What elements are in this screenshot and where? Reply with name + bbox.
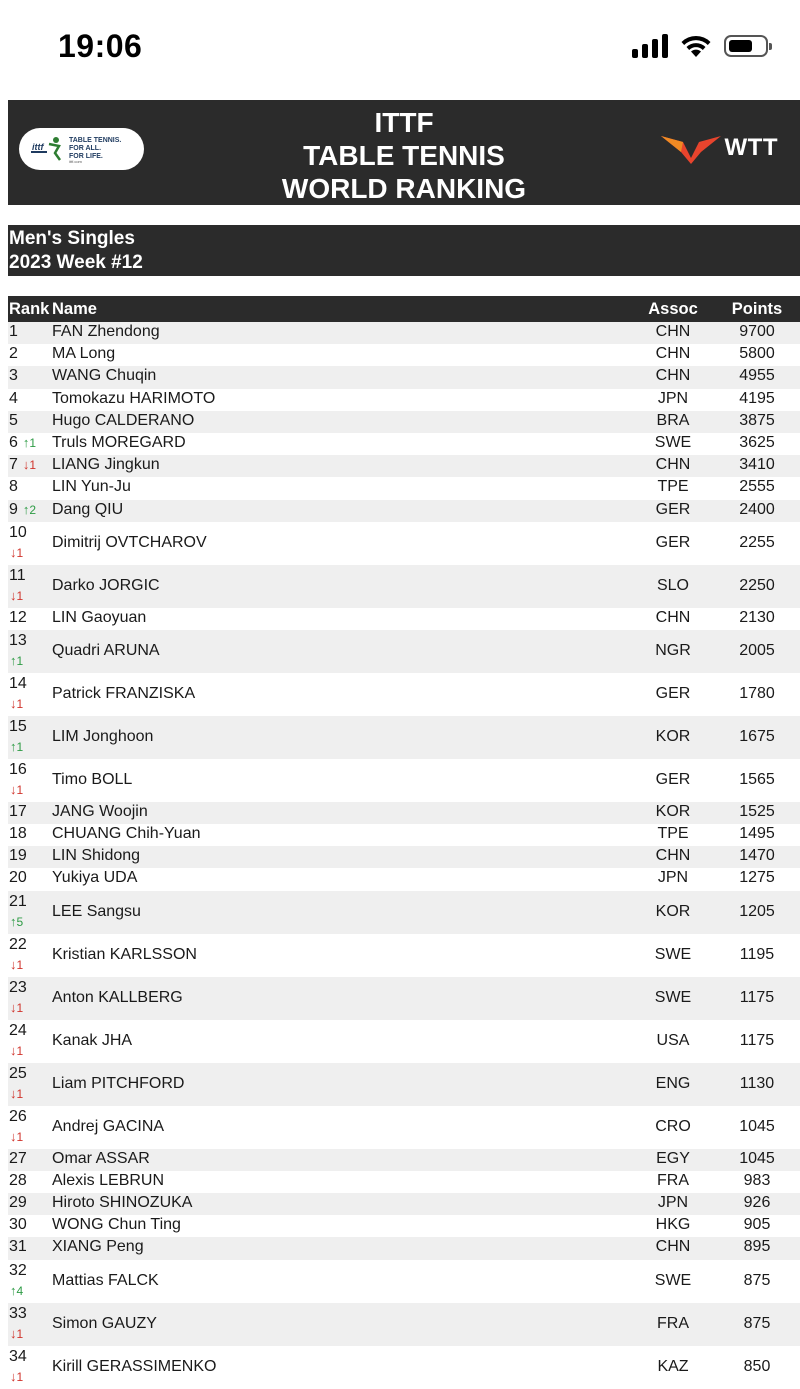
- rank-down-indicator: [10, 1000, 23, 1015]
- player-points: 2255: [739, 533, 775, 551]
- player-assoc: TPE: [657, 825, 689, 843]
- player-points: 1495: [739, 825, 775, 843]
- status-time: 19:06: [58, 28, 143, 64]
- player-assoc: KOR: [655, 802, 691, 820]
- player-assoc: NGR: [655, 641, 691, 659]
- player-name: Kristian KARLSSON: [52, 945, 197, 963]
- player-points: 4955: [739, 367, 775, 385]
- arrow-up-icon: ↑: [10, 738, 17, 754]
- rank-number: 13: [9, 631, 27, 649]
- player-points: 3875: [739, 411, 775, 429]
- player-name: WONG Chun Ting: [52, 1216, 181, 1234]
- rank-up-indicator: [23, 503, 36, 517]
- rank-number: 27: [9, 1149, 27, 1167]
- player-points: 1780: [739, 684, 775, 702]
- player-assoc: SWE: [654, 988, 692, 1006]
- player-name: Kanak JHA: [52, 1031, 133, 1049]
- player-assoc: GER: [655, 533, 691, 551]
- player-name: Alexis LEBRUN: [52, 1171, 165, 1189]
- rank-cell: [9, 1172, 27, 1190]
- player-assoc: JPN: [657, 389, 689, 407]
- rank-cell: [9, 456, 36, 474]
- rank-number: 3: [9, 367, 18, 385]
- rank-cell: [9, 1261, 27, 1298]
- arrow-down-icon: ↓: [10, 781, 17, 797]
- rank-cell: [9, 892, 27, 929]
- table-row: [8, 1171, 800, 1193]
- player-points: 850: [743, 1357, 771, 1375]
- player-assoc: FRA: [657, 1314, 689, 1332]
- arrow-down-icon: ↓: [10, 544, 17, 560]
- player-points: 3410: [739, 456, 775, 474]
- rank-cell: [9, 390, 18, 408]
- rank-number: 16: [9, 760, 27, 778]
- player-name: CHUANG Chih-Yuan: [52, 825, 201, 843]
- player-points: 875: [743, 1271, 771, 1289]
- arrow-down-icon: ↓: [10, 1325, 17, 1341]
- player-points: 3625: [739, 433, 775, 451]
- rank-down-indicator: [10, 1043, 23, 1058]
- player-points: 1045: [739, 1117, 775, 1135]
- rank-cell: [9, 847, 27, 865]
- player-points: 983: [743, 1171, 771, 1189]
- player-points: 1045: [739, 1149, 775, 1167]
- player-assoc: GER: [655, 500, 691, 518]
- arrow-down-icon: ↓: [10, 587, 17, 603]
- player-assoc: CHN: [655, 608, 691, 626]
- player-name: LIN Shidong: [52, 847, 141, 865]
- player-name: Liam PITCHFORD: [52, 1074, 185, 1092]
- rank-cell: [9, 1238, 27, 1256]
- page-title: ITTF TABLE TENNIS WORLD RANKING: [281, 107, 527, 204]
- player-assoc: SLO: [656, 576, 689, 594]
- rank-number: 2: [9, 345, 18, 363]
- player-points: 2250: [739, 576, 775, 594]
- player-points: 1175: [739, 988, 775, 1006]
- rank-change-value: 1: [16, 1000, 24, 1015]
- rank-cell: [9, 609, 27, 627]
- battery-icon: [724, 35, 768, 57]
- player-name: WANG Chuqin: [52, 367, 157, 385]
- rank-number: 24: [9, 1021, 27, 1039]
- rank-cell: [9, 717, 27, 754]
- table-row: [8, 1346, 800, 1389]
- rank-change-value: 1: [16, 739, 24, 754]
- rank-down-indicator: [10, 957, 23, 972]
- arrow-up-icon: ↑: [22, 501, 30, 517]
- player-name: Hugo CALDERANO: [52, 411, 195, 429]
- player-points: 1130: [739, 1074, 775, 1092]
- rank-number: 23: [9, 978, 27, 996]
- player-assoc: GER: [655, 684, 691, 702]
- rank-change-value: 1: [16, 653, 24, 668]
- player-name: LEE Sangsu: [52, 902, 141, 920]
- arrow-up-icon: ↑: [22, 434, 30, 450]
- rank-number: 34: [9, 1347, 27, 1365]
- rank-cell: [9, 367, 18, 385]
- rank-cell: [9, 978, 27, 1015]
- player-name: Dimitrij OVTCHAROV: [52, 533, 207, 551]
- player-points: 9700: [739, 323, 775, 340]
- rank-change-value: 1: [16, 957, 24, 972]
- player-points: 875: [743, 1314, 771, 1332]
- rank-change-value: 1: [16, 696, 24, 711]
- header-assoc: Assoc: [648, 300, 698, 318]
- rank-down-indicator: [10, 696, 23, 711]
- player-assoc: BRA: [656, 411, 690, 429]
- player-assoc: KOR: [655, 902, 691, 920]
- rank-number: 6: [9, 433, 18, 451]
- player-points: 905: [743, 1216, 771, 1234]
- rank-number: 19: [9, 847, 27, 865]
- table-row: [8, 1149, 800, 1171]
- table-row: [8, 1237, 800, 1259]
- table-row: [8, 322, 800, 344]
- wtt-wing-icon: [661, 132, 721, 164]
- svg-text:ittf: ittf: [32, 142, 44, 152]
- table-row: [8, 389, 800, 411]
- player-name: Darko JORGIC: [52, 576, 160, 594]
- header-points: Points: [731, 300, 783, 318]
- player-points: 4195: [739, 389, 775, 407]
- player-name: Omar ASSAR: [52, 1149, 150, 1167]
- player-assoc: USA: [656, 1031, 690, 1049]
- player-name: XIANG Peng: [52, 1238, 144, 1256]
- ranking-week: 2023 Week #12: [9, 252, 143, 273]
- ittf-url: ittf.com: [69, 159, 82, 164]
- player-points: 2005: [739, 641, 775, 659]
- rank-change-value: 1: [16, 588, 24, 603]
- rank-cell: [9, 1347, 27, 1384]
- rank-number: 12: [9, 608, 27, 626]
- player-name: Tomokazu HARIMOTO: [52, 389, 216, 407]
- player-name: Yukiya UDA: [52, 869, 138, 887]
- player-assoc: SWE: [654, 945, 692, 963]
- player-name: LIN Gaoyuan: [52, 608, 147, 626]
- player-assoc: CRO: [655, 1117, 691, 1135]
- rank-change-value: 1: [29, 458, 37, 473]
- player-points: 1565: [739, 770, 775, 788]
- player-name: LIANG Jingkun: [52, 456, 160, 474]
- rank-number: 4: [9, 389, 18, 407]
- rank-change-value: 1: [16, 545, 24, 560]
- table-row: [8, 344, 800, 366]
- player-name: LIM Jonghoon: [52, 727, 154, 745]
- arrow-down-icon: ↓: [10, 1085, 17, 1101]
- table-row: [8, 1193, 800, 1215]
- player-points: 2130: [739, 608, 775, 626]
- player-assoc: CHN: [655, 367, 691, 385]
- table-row: [8, 934, 800, 977]
- rank-cell: [9, 935, 27, 972]
- table-row: [8, 759, 800, 802]
- player-points: 5800: [739, 345, 775, 363]
- arrow-down-icon: ↓: [10, 956, 17, 972]
- player-name: Simon GAUZY: [52, 1314, 157, 1332]
- ranking-banner: [8, 100, 800, 205]
- rank-number: 29: [9, 1194, 27, 1211]
- table-row: [8, 846, 800, 868]
- rank-number: 30: [9, 1216, 27, 1234]
- player-points: 2555: [739, 478, 775, 496]
- table-row: [8, 1215, 800, 1237]
- table-row: [8, 1106, 800, 1149]
- player-name: Andrej GACINA: [52, 1117, 165, 1135]
- ittf-slogan: TABLE TENNIS. FOR ALL. FOR LIFE.: [69, 137, 122, 160]
- table-row: [8, 608, 800, 630]
- player-points: 1275: [739, 869, 775, 887]
- rank-number: 8: [9, 478, 18, 496]
- player-assoc: ENG: [655, 1074, 691, 1092]
- rank-cell: [9, 434, 36, 452]
- player-assoc: CHN: [655, 345, 691, 363]
- rank-number: 18: [9, 825, 27, 843]
- rank-cell: [9, 1304, 27, 1341]
- rank-up-indicator: [10, 1283, 23, 1298]
- rank-cell: [9, 523, 27, 560]
- player-assoc: KOR: [655, 727, 691, 745]
- table-row: [8, 630, 800, 673]
- rank-cell: [9, 566, 26, 603]
- rank-down-indicator: [23, 458, 36, 472]
- rank-down-indicator: [10, 1326, 23, 1341]
- rank-change-value: 1: [16, 1043, 24, 1058]
- rank-cell: [9, 1216, 27, 1234]
- table-row: [8, 1063, 800, 1106]
- table-row: [8, 1260, 800, 1303]
- header-rank: Rank: [9, 300, 50, 318]
- rank-change-value: 4: [16, 1283, 24, 1298]
- arrow-down-icon: ↓: [10, 695, 17, 711]
- rank-cell: [9, 412, 18, 430]
- rank-number: 31: [9, 1238, 27, 1256]
- rank-change-value: 1: [16, 1369, 24, 1384]
- player-name: Kirill GERASSIMENKO: [52, 1357, 217, 1375]
- arrow-down-icon: ↓: [10, 1368, 17, 1384]
- table-row: [8, 500, 800, 522]
- rank-number: 21: [9, 892, 27, 910]
- rank-up-indicator: [23, 436, 36, 450]
- rank-cell: [9, 1194, 27, 1212]
- rank-number: 26: [9, 1107, 27, 1125]
- player-assoc: SWE: [654, 433, 692, 451]
- rank-cell: [9, 1021, 27, 1058]
- player-name: Dang QIU: [52, 500, 124, 518]
- table-row: [8, 824, 800, 846]
- rank-number: 9: [9, 500, 18, 518]
- player-assoc: CHN: [655, 847, 691, 865]
- player-points: 1470: [739, 847, 775, 865]
- rank-change-value: 2: [29, 502, 37, 517]
- player-assoc: JPN: [657, 869, 689, 887]
- rank-cell: [9, 803, 27, 821]
- rank-change-value: 1: [16, 782, 24, 797]
- header-name: Name: [52, 300, 97, 318]
- player-name: LIN Yun-Ju: [52, 478, 131, 496]
- player-assoc: TPE: [657, 478, 689, 496]
- rank-number: 33: [9, 1304, 27, 1322]
- player-name: MA Long: [52, 345, 116, 363]
- player-points: 1525: [739, 802, 775, 820]
- rank-up-indicator: [10, 739, 23, 754]
- player-name: Anton KALLBERG: [52, 988, 183, 1006]
- wifi-icon: [680, 34, 712, 58]
- table-row: [8, 522, 800, 565]
- ranking-category-header: [8, 225, 800, 276]
- rank-down-indicator: [10, 545, 23, 560]
- table-row: [8, 1303, 800, 1346]
- rank-number: 20: [9, 869, 27, 887]
- rank-number: 10: [9, 523, 27, 541]
- rank-down-indicator: [10, 1129, 23, 1144]
- wtt-logo: WTT: [661, 132, 778, 164]
- player-assoc: HKG: [655, 1216, 691, 1234]
- table-row: [8, 366, 800, 388]
- rank-down-indicator: [10, 1086, 23, 1101]
- player-assoc: EGY: [656, 1149, 690, 1167]
- player-points: 895: [743, 1238, 771, 1256]
- rank-cell: [9, 760, 27, 797]
- rank-up-indicator: [10, 653, 23, 668]
- rank-number: 7: [9, 456, 18, 474]
- rank-cell: [9, 345, 18, 363]
- player-assoc: GER: [655, 770, 691, 788]
- player-points: 1675: [739, 727, 775, 745]
- table-row: [8, 891, 800, 934]
- arrow-up-icon: ↑: [10, 913, 17, 929]
- player-name: JANG Woojin: [52, 802, 148, 820]
- rank-change-value: 5: [16, 914, 24, 929]
- rank-change-value: 1: [16, 1086, 24, 1101]
- player-points: 1195: [739, 945, 775, 963]
- arrow-down-icon: ↓: [10, 999, 17, 1015]
- player-points: 926: [743, 1194, 771, 1211]
- player-points: 1175: [739, 1031, 775, 1049]
- status-icons: [632, 34, 768, 58]
- table-row: [8, 1020, 800, 1063]
- rank-number: 15: [9, 717, 27, 735]
- rank-cell: [9, 478, 18, 496]
- rank-cell: [9, 323, 18, 341]
- status-bar: [0, 0, 800, 96]
- player-name: Truls MOREGARD: [52, 433, 186, 451]
- rank-cell: [9, 501, 36, 519]
- rank-cell: [9, 825, 27, 843]
- table-row: [8, 868, 800, 890]
- rank-cell: [9, 1107, 27, 1144]
- player-assoc: SWE: [654, 1271, 692, 1289]
- rank-number: 32: [9, 1261, 27, 1279]
- rank-cell: [9, 674, 27, 711]
- rank-up-indicator: [10, 914, 23, 929]
- player-assoc: JPN: [657, 1194, 689, 1211]
- rank-number: 5: [9, 411, 18, 429]
- rank-number: 14: [9, 674, 27, 692]
- player-name: Timo BOLL: [52, 770, 133, 788]
- table-row: [8, 716, 800, 759]
- player-assoc: KAZ: [657, 1357, 689, 1375]
- rank-number: 25: [9, 1064, 27, 1082]
- cellular-signal-icon: [632, 34, 668, 58]
- player-name: Hiroto SHINOZUKA: [52, 1194, 193, 1211]
- table-header: [8, 296, 800, 322]
- rank-number: 17: [9, 802, 27, 820]
- rank-change-value: 1: [29, 435, 37, 450]
- player-name: Patrick FRANZISKA: [52, 684, 196, 702]
- table-row: [8, 977, 800, 1020]
- rank-change-value: 1: [16, 1129, 24, 1144]
- table-row: [8, 673, 800, 716]
- table-row: [8, 433, 800, 455]
- arrow-down-icon: ↓: [10, 1128, 17, 1144]
- arrow-down-icon: ↓: [22, 457, 30, 473]
- rank-cell: [9, 631, 27, 668]
- category-title: Men's Singles: [9, 228, 135, 249]
- table-row: [8, 565, 800, 608]
- arrow-up-icon: ↑: [10, 1282, 17, 1298]
- player-assoc: CHN: [655, 456, 691, 474]
- table-row: [8, 802, 800, 824]
- ranking-table: [8, 322, 800, 1389]
- player-points: 2400: [739, 500, 775, 518]
- table-row: [8, 455, 800, 477]
- arrow-down-icon: ↓: [10, 1042, 17, 1058]
- rank-number: 1: [9, 323, 18, 340]
- player-assoc: CHN: [655, 1238, 691, 1256]
- player-assoc: FRA: [657, 1171, 689, 1189]
- rank-number: 22: [9, 935, 27, 953]
- rank-cell: [9, 869, 27, 887]
- table-row: [8, 477, 800, 499]
- arrow-up-icon: ↑: [10, 652, 17, 668]
- rank-number: 11: [9, 566, 26, 584]
- rank-down-indicator: [10, 1369, 23, 1384]
- player-assoc: CHN: [655, 323, 691, 340]
- player-name: Mattias FALCK: [52, 1271, 159, 1289]
- rank-down-indicator: [10, 588, 23, 603]
- rank-cell: [9, 1150, 27, 1168]
- player-points: 1205: [739, 902, 775, 920]
- player-name: FAN Zhendong: [52, 323, 160, 340]
- table-row: [8, 411, 800, 433]
- rank-cell: [9, 1064, 27, 1101]
- player-name: Quadri ARUNA: [52, 641, 160, 659]
- rank-change-value: 1: [16, 1326, 24, 1341]
- rank-number: 28: [9, 1171, 27, 1189]
- rank-down-indicator: [10, 782, 23, 797]
